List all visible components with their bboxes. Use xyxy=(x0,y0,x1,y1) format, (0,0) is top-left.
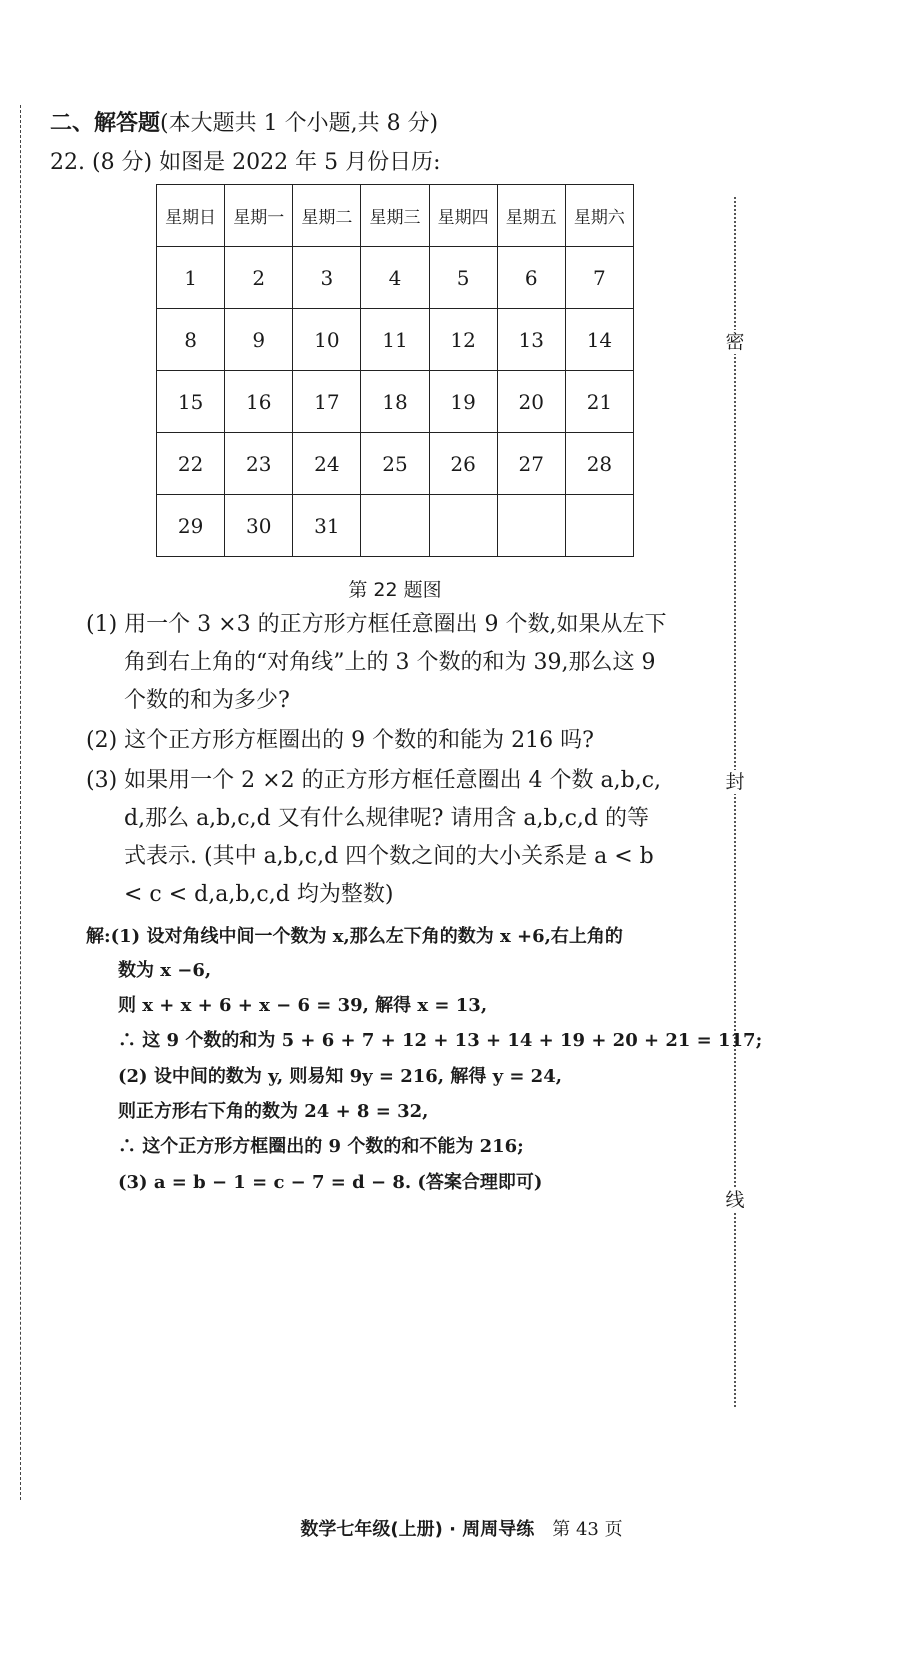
part-3-line-2: d,那么 a,b,c,d 又有什么规律呢? 请用含 a,b,c,d 的等 xyxy=(124,806,650,831)
binding-line-left xyxy=(20,105,21,1500)
question-title: 22. (8 分) 如图是 2022 年 5 月份日历: xyxy=(50,150,441,175)
day-cell: 27 xyxy=(497,433,565,495)
calendar-week-row xyxy=(157,433,634,495)
seal-char-xian: 线 xyxy=(725,1189,745,1211)
answer-line-7: ∴ 这个正方形方框圈出的 9 个数的和不能为 216; xyxy=(118,1136,524,1157)
calendar-week-row xyxy=(157,309,634,371)
day-cell: 7 xyxy=(565,247,633,309)
day-cell: 23 xyxy=(225,433,293,495)
day-cell: 18 xyxy=(361,371,429,433)
day-cell: 8 xyxy=(157,309,225,371)
calendar-week-row xyxy=(157,495,634,557)
day-cell: 20 xyxy=(497,371,565,433)
part-1-line-3: 个数的和为多少? xyxy=(124,688,290,713)
part-3-line-1: (3) 如果用一个 2 ×2 的正方形方框任意圈出 4 个数 a,b,c, xyxy=(86,768,662,793)
page-footer xyxy=(0,1515,923,1541)
day-cell: 5 xyxy=(429,247,497,309)
day-cell: 17 xyxy=(293,371,361,433)
day-cell: 12 xyxy=(429,309,497,371)
page-number: 第 43 页 xyxy=(552,1519,623,1540)
answer-line-5: (2) 设中间的数为 y, 则易知 9y = 216, 解得 y = 24, xyxy=(118,1066,562,1087)
binding-line-right xyxy=(734,197,736,1407)
section-note: (本大题共 1 个小题,共 8 分) xyxy=(160,111,439,136)
day-cell: 2 xyxy=(225,247,293,309)
day-cell: 16 xyxy=(225,371,293,433)
day-cell: 3 xyxy=(293,247,361,309)
calendar-week-row xyxy=(157,247,634,309)
day-cell: 6 xyxy=(497,247,565,309)
day-cell: 19 xyxy=(429,371,497,433)
weekday-header: 星期六 xyxy=(565,185,633,247)
answer-line-4: ∴ 这 9 个数的和为 5 + 6 + 7 + 12 + 13 + 14 + 19 + 20 + 21 = 117; xyxy=(118,1030,763,1051)
day-cell: 4 xyxy=(361,247,429,309)
section-title: 二、解答题 xyxy=(50,111,161,136)
day-cell: 26 xyxy=(429,433,497,495)
day-cell: 29 xyxy=(157,495,225,557)
day-cell: 15 xyxy=(157,371,225,433)
day-cell: 25 xyxy=(361,433,429,495)
day-cell: 10 xyxy=(293,309,361,371)
seal-char-mi: 密 xyxy=(725,331,745,353)
day-cell xyxy=(429,495,497,557)
section-heading xyxy=(50,106,438,137)
day-cell xyxy=(361,495,429,557)
answer-line-1: 解:(1) 设对角线中间一个数为 x,那么左下角的数为 x +6,右上角的 xyxy=(86,926,623,947)
day-cell: 13 xyxy=(497,309,565,371)
weekday-header: 星期三 xyxy=(361,185,429,247)
weekday-header: 星期五 xyxy=(497,185,565,247)
answer-line-2: 数为 x −6, xyxy=(118,960,212,981)
day-cell: 1 xyxy=(157,247,225,309)
figure-caption: 第 22 题图 xyxy=(348,579,442,601)
calendar-week-row xyxy=(157,371,634,433)
seal-char-feng: 封 xyxy=(725,771,745,793)
part-1-line-2: 角到右上角的“对角线”上的 3 个数的和为 39,那么这 9 xyxy=(124,650,656,675)
day-cell: 21 xyxy=(565,371,633,433)
book-title: 数学七年级(上册) · 周周导练 xyxy=(300,1519,535,1540)
part-2-line-1: (2) 这个正方形方框圈出的 9 个数的和能为 216 吗? xyxy=(86,728,594,753)
calendar-header-row xyxy=(157,185,634,247)
day-cell: 31 xyxy=(293,495,361,557)
day-cell: 14 xyxy=(565,309,633,371)
day-cell: 11 xyxy=(361,309,429,371)
answer-line-6: 则正方形右下角的数为 24 + 8 = 32, xyxy=(118,1101,429,1122)
day-cell: 22 xyxy=(157,433,225,495)
day-cell: 28 xyxy=(565,433,633,495)
day-cell: 24 xyxy=(293,433,361,495)
calendar-table xyxy=(156,184,634,557)
day-cell xyxy=(497,495,565,557)
day-cell: 30 xyxy=(225,495,293,557)
weekday-header: 星期二 xyxy=(293,185,361,247)
weekday-header: 星期一 xyxy=(225,185,293,247)
part-3-line-4: < c < d,a,b,c,d 均为整数) xyxy=(124,882,394,907)
part-1-line-1: (1) 用一个 3 ×3 的正方形方框任意圈出 9 个数,如果从左下 xyxy=(86,612,667,637)
weekday-header: 星期四 xyxy=(429,185,497,247)
day-cell xyxy=(565,495,633,557)
weekday-header: 星期日 xyxy=(157,185,225,247)
day-cell: 9 xyxy=(225,309,293,371)
part-3-line-3: 式表示. (其中 a,b,c,d 四个数之间的大小关系是 a < b xyxy=(124,844,654,869)
answer-line-3: 则 x + x + 6 + x − 6 = 39, 解得 x = 13, xyxy=(118,995,488,1016)
answer-line-8: (3) a = b − 1 = c − 7 = d − 8. (答案合理即可) xyxy=(118,1172,543,1193)
